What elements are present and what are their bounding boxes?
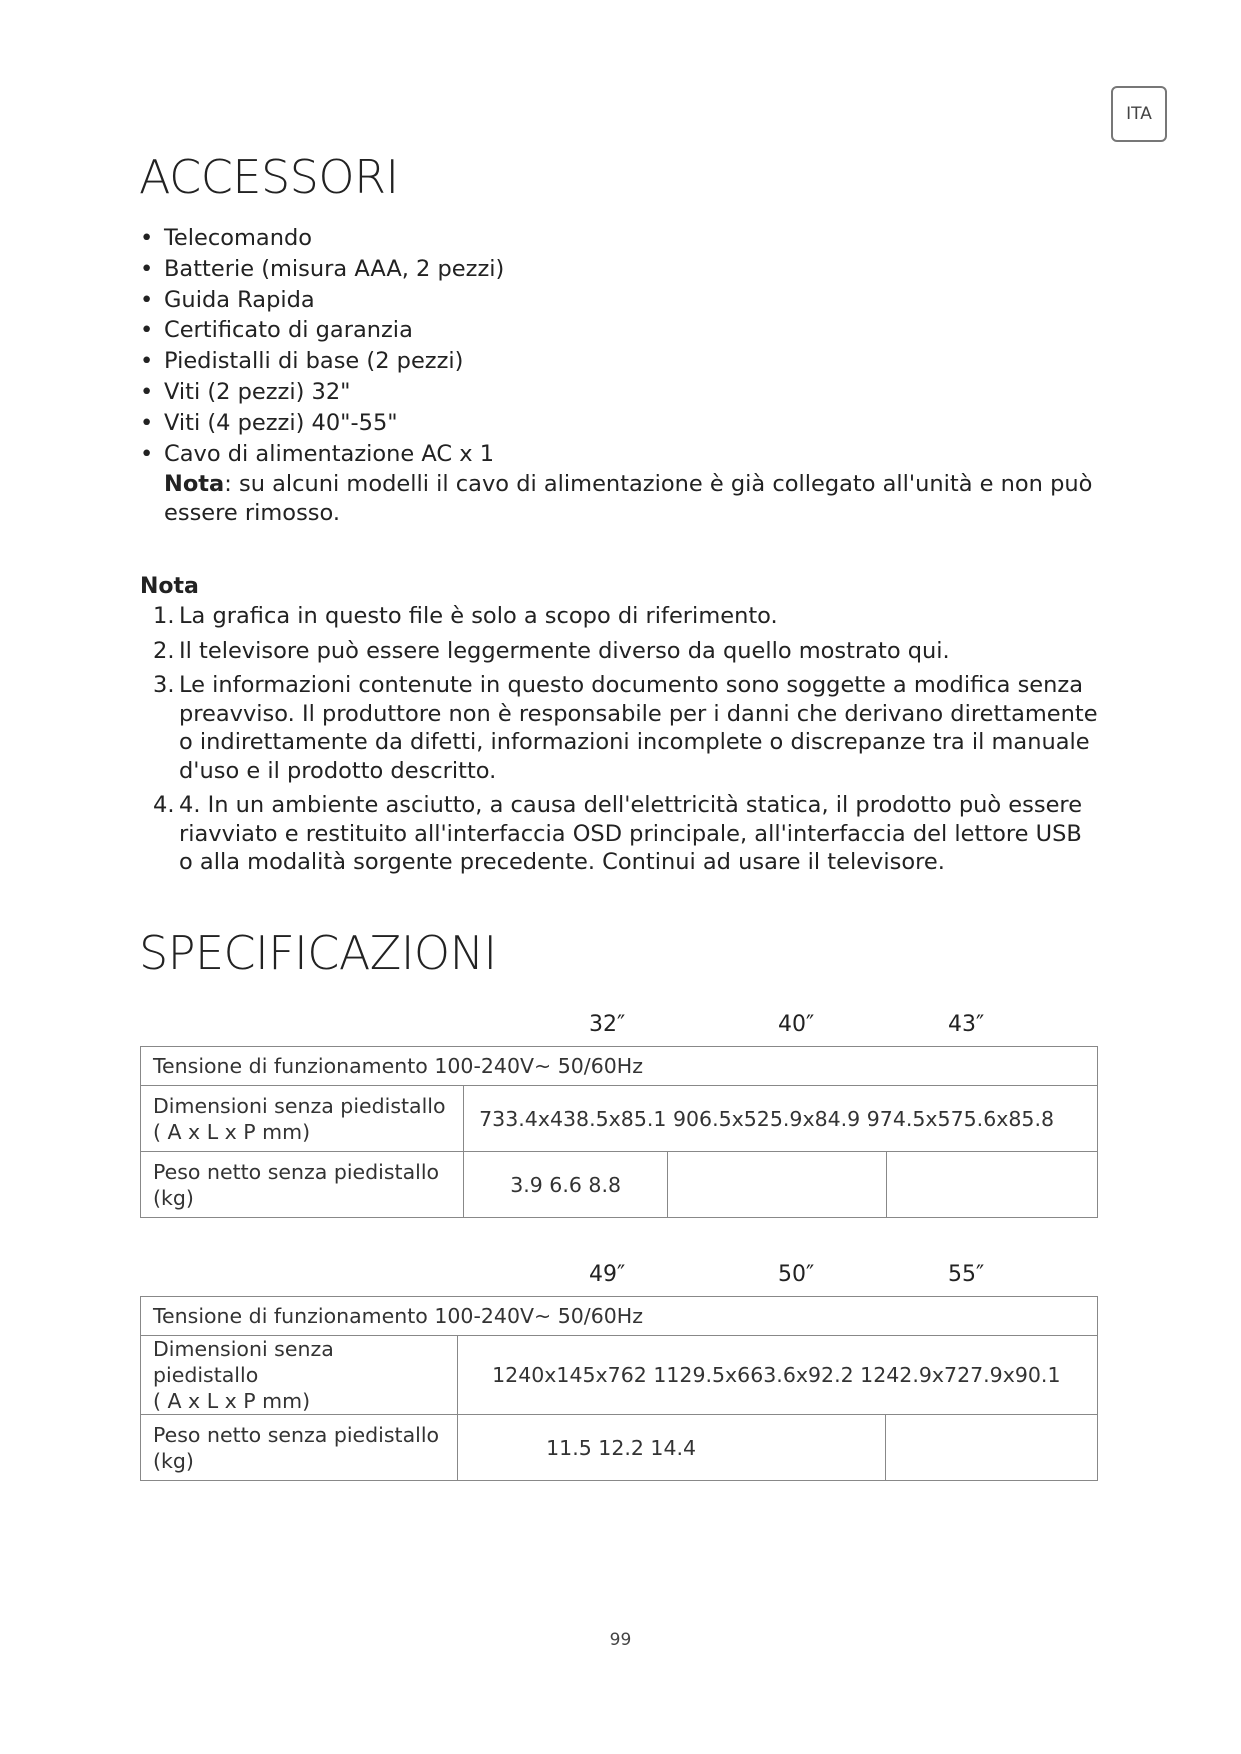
column-header: 49″ [589, 1262, 626, 1287]
list-item: • Cavo di alimentazione AC x 1 [140, 439, 504, 470]
item-number: 3. [153, 672, 175, 698]
page-number: 99 [609, 1630, 632, 1650]
table-row [141, 1415, 1098, 1481]
item-number: 2. [153, 637, 175, 664]
notes-list [153, 602, 1098, 883]
label-line: Peso netto senza piedistallo [153, 1159, 440, 1184]
label-line: ( A x L x P mm) [153, 1389, 311, 1413]
weight-values: 3.9 6.6 8.8 [464, 1152, 668, 1218]
list-item [153, 791, 1098, 877]
dimensions-values: 733.4x438.5x85.1 906.5x525.9x84.9 974.5x575.6x85.8 [464, 1086, 1098, 1152]
table-row [141, 1152, 1098, 1218]
table-row [141, 1086, 1098, 1152]
label-line: Peso netto senza piedistallo [153, 1422, 440, 1447]
note-text: : su alcuni modelli il cavo di alimentazione è già collegato all'unità e non può essere rimosso. [164, 471, 1093, 526]
note-label: Nota [164, 471, 225, 497]
list-item [153, 671, 1098, 785]
weight-label [141, 1415, 458, 1481]
empty-cell [668, 1152, 887, 1218]
list-item: • Certificato di garanzia [140, 315, 504, 346]
list-item: • Guida Rapida [140, 285, 504, 316]
dimensions-values: 1240x145x762 1129.5x663.6x92.2 1242.9x727.9x90.1 [458, 1336, 1098, 1415]
label-line: (kg) [153, 1448, 194, 1473]
empty-cell [887, 1152, 1098, 1218]
list-item: • Viti (2 pezzi) 32" [140, 377, 504, 408]
list-item: • Telecomando [140, 223, 504, 254]
notes-title: Nota [140, 574, 199, 599]
table-row [141, 1297, 1098, 1336]
specs-title: SPECIFICAZIONI [139, 926, 497, 980]
list-item: • Batterie (misura AAA, 2 pezzi) [140, 254, 504, 285]
table-row [141, 1047, 1098, 1086]
spec-table-1 [140, 1046, 1098, 1218]
item-text: La grafica in questo file è solo a scopo di riferimento. [179, 603, 778, 629]
column-header: 50″ [778, 1262, 815, 1287]
column-header: 55″ [948, 1262, 985, 1287]
label-line: (kg) [153, 1185, 194, 1210]
item-text: Il televisore può essere leggermente diverso da quello mostrato qui. [179, 637, 950, 664]
item-text: Le informazioni contenute in questo documento sono soggette a modifica senza preavviso. Il produttore non è responsabile per i danni che derivano direttamente o indirettamente da difetti, informazioni incomplete o discrepanze tra il manuale d'uso e il prodotto descritto. [179, 672, 1098, 784]
accessories-title: ACCESSORI [139, 150, 399, 204]
language-tab: ITA [1111, 86, 1167, 142]
column-header: 32″ [589, 1012, 626, 1037]
label-line: Dimensioni senza piedistallo [153, 1093, 446, 1118]
power-cable-note [164, 470, 1114, 528]
column-header: 40″ [778, 1012, 815, 1037]
voltage-cell: Tensione di funzionamento 100-240V~ 50/60Hz [141, 1297, 1098, 1336]
dimensions-label [141, 1086, 464, 1152]
item-number: 4. [153, 792, 175, 818]
accessories-list [140, 223, 504, 469]
weight-label [141, 1152, 464, 1218]
table-row [141, 1336, 1098, 1415]
list-item [153, 637, 1098, 666]
empty-cell [886, 1415, 1098, 1481]
label-line: Dimensioni senza piedistallo [153, 1337, 334, 1387]
spec-table-2 [140, 1296, 1098, 1481]
weight-values: 11.5 12.2 14.4 [458, 1415, 886, 1481]
item-number: 1. [153, 603, 175, 629]
list-item [153, 602, 1098, 631]
dimensions-label [141, 1336, 458, 1415]
item-text: 4. In un ambiente asciutto, a causa dell'elettricità statica, il prodotto può essere riavviato e restituito all'interfaccia OSD principale, all'interfaccia del lettore USB o alla modalità sorgente precedente. Continui ad usare il televisore. [179, 792, 1083, 875]
voltage-cell: Tensione di funzionamento 100-240V~ 50/60Hz [141, 1047, 1098, 1086]
list-item: • Piedistalli di base (2 pezzi) [140, 346, 504, 377]
column-header: 43″ [948, 1012, 985, 1037]
label-line: ( A x L x P mm) [153, 1119, 311, 1144]
list-item: • Viti (4 pezzi) 40"-55" [140, 408, 504, 439]
